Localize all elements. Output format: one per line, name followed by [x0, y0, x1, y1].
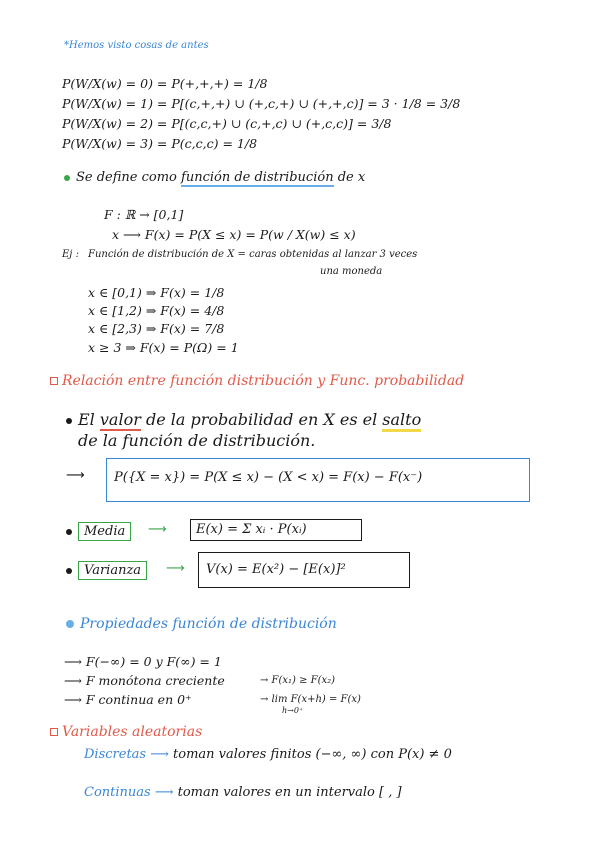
- prob-line-2: P(W/X(w) = 2) = P[(c,c,+) ∪ (c,+,c) ∪ (+,c,c)] = 3/8: [62, 116, 392, 131]
- checkbox-icon: [50, 377, 58, 385]
- bullet-dot: [66, 568, 72, 574]
- media-row: [66, 524, 131, 539]
- bullet-dot-blue: [66, 620, 74, 628]
- intro-note: *Hemos visto cosas de antes: [64, 40, 209, 51]
- prop-row-1: ⟶ F monótona creciente: [64, 673, 225, 688]
- media-formula: E(x) = Σ xᵢ · P(xᵢ): [196, 522, 307, 537]
- p1-a: El: [78, 410, 100, 429]
- example-text-2: una moneda: [320, 266, 383, 277]
- p1-b: de la probabilidad en X es el: [140, 410, 383, 429]
- p1-salto: salto: [382, 410, 421, 432]
- variables-title-text: Variables aleatorias: [62, 724, 203, 740]
- prob-line-3: P(W/X(w) = 3) = P(c,c,c) = 1/8: [62, 136, 258, 151]
- case-3: x ≥ 3 ⇒ F(x) = P(Ω) = 1: [88, 340, 239, 355]
- continuas-label: Continuas: [84, 785, 151, 800]
- discretas-text: toman valores finitos (−∞, ∞) con P(x) ≠ 0: [173, 747, 452, 762]
- propiedades-title-text: Propiedades función de distribución: [80, 616, 337, 632]
- relacion-title-text: Relación entre función distribución y Func. probabilidad: [62, 373, 465, 389]
- prop-right-1: → lim F(x+h) = F(x): [260, 694, 361, 705]
- propiedades-title: [66, 616, 337, 632]
- def-dist-pre: Se define como: [76, 170, 182, 185]
- checkbox-icon: [50, 728, 58, 736]
- varianza-row: [66, 563, 147, 578]
- case-0: x ∈ [0,1) ⇒ F(x) = 1/8: [88, 285, 225, 300]
- continuas-row: Continuas ⟶ toman valores en un intervalo [ , ]: [84, 785, 402, 800]
- example-text: Función de distribución de X = caras obtenidas al lanzar 3 veces: [88, 249, 418, 260]
- prop-item-1: F monótona creciente: [85, 673, 225, 688]
- def-dist-post: de x: [333, 170, 366, 185]
- media-arrow: ⟶: [148, 522, 167, 537]
- prob-line-0: P(W/X(w) = 0) = P(+,+,+) = 1/8: [62, 76, 268, 91]
- bullet-dot-green: [64, 175, 70, 181]
- prop-right-0: → F(x₁) ≥ F(x₂): [260, 675, 336, 686]
- def-dist-line: [64, 170, 365, 185]
- discretas-label: Discretas: [84, 747, 147, 762]
- varianza-formula: V(x) = E(x²) − [E(x)]²: [206, 562, 346, 577]
- continuas-text: toman valores en un intervalo [ , ]: [177, 785, 402, 800]
- prop-item-2: F continua en 0⁺: [85, 692, 192, 707]
- discretas-row: Discretas ⟶ toman valores finitos (−∞, ∞) con P(x) ≠ 0: [84, 747, 452, 762]
- prop-item-0: F(−∞) = 0 y F(∞) = 1: [85, 654, 222, 669]
- variables-title: [50, 724, 202, 740]
- relacion-paragraph-line2: de la función de distribución.: [78, 431, 316, 450]
- formula-text: P({X = x}) = P(X ≤ x) − (X < x) = F(x) − F(x⁻): [114, 470, 423, 485]
- prop-row-0: ⟶ F(−∞) = 0 y F(∞) = 1: [64, 654, 222, 669]
- section-relacion-title: [50, 373, 464, 389]
- bullet-dot: [66, 529, 72, 535]
- varianza-arrow: ⟶: [166, 561, 185, 576]
- def-dist-term: función de distribución: [181, 170, 334, 185]
- f-rule: x ⟶ F(x) = P(X ≤ x) = P(w / X(w) ≤ x): [112, 227, 356, 242]
- prob-line-1: P(W/X(w) = 1) = P[(c,+,+) ∪ (+,c,+) ∪ (+,+,c)] = 3 · 1/8 = 3/8: [62, 96, 461, 111]
- media-label: Media: [78, 522, 131, 541]
- prop-lim-sub: h→0⁺: [282, 706, 304, 715]
- f-map: F : ℝ → [0,1]: [104, 207, 184, 222]
- case-2: x ∈ [2,3) ⇒ F(x) = 7/8: [88, 321, 225, 336]
- p1-valor: valor: [99, 410, 141, 429]
- prop-row-2: ⟶ F continua en 0⁺: [64, 692, 192, 707]
- case-1: x ∈ [1,2) ⇒ F(x) = 4/8: [88, 303, 225, 318]
- bullet-dot: [66, 418, 72, 424]
- formula-arrow: ⟶: [66, 468, 85, 483]
- relacion-paragraph-line1: [66, 410, 421, 429]
- varianza-label: Varianza: [78, 561, 147, 580]
- example-label: Ej :: [62, 249, 79, 260]
